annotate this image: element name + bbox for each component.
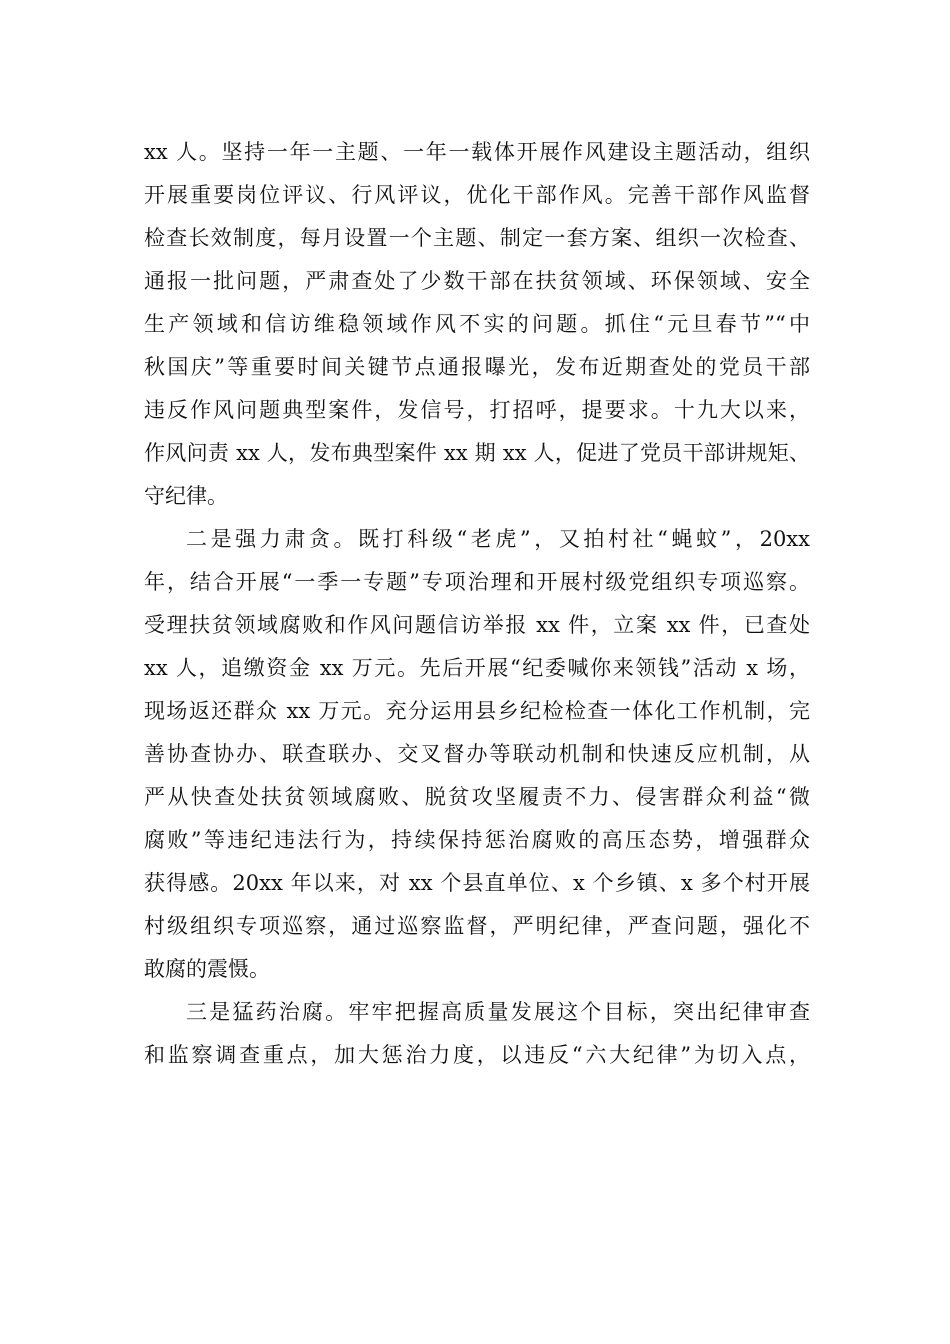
text-line: 年，结合开展“一季一专题”专项治理和开展村级党组织专项巡察。 (144, 570, 810, 594)
text-line: 严从快查处扶贫领域腐败、脱贫攻坚履责不力、侵害群众利益“微 (144, 785, 810, 809)
text-line: 检查长效制度，每月设置一个主题、制定一套方案、组织一次检查、 (144, 226, 810, 250)
text-line: 二是强力肃贪。既打科级“老虎”，又拍村社“蝇蚊”，20xx (186, 527, 810, 551)
text-line: 村级组织专项巡察，通过巡察监督，严明纪律，严查问题，强化不 (144, 914, 810, 938)
text-line: 获得感。20xx 年以来，对 xx 个县直单位、x 个乡镇、x 多个村开展 (144, 871, 810, 895)
text-line: 开展重要岗位评议、行风评议，优化干部作风。完善干部作风监督 (144, 183, 810, 207)
text-line: 守纪律。 (144, 484, 228, 508)
text-line: 敢腐的震慑。 (144, 957, 270, 981)
text-line: xx 人。坚持一年一主题、一年一载体开展作风建设主题活动，组织 (144, 140, 810, 164)
text-line: 通报一批问题，严肃查处了少数干部在扶贫领域、环保领域、安全 (144, 269, 810, 293)
text-line: xx 人，追缴资金 xx 万元。先后开展“纪委喊你来领钱”活动 x 场， (144, 656, 810, 680)
text-line: 作风问责 xx 人，发布典型案件 xx 期 xx 人，促进了党员干部讲规矩、 (144, 441, 810, 465)
text-line: 违反作风问题典型案件，发信号，打招呼，提要求。十九大以来， (144, 398, 810, 422)
document-body-text (144, 131, 810, 1077)
text-line: 生产领域和信访维稳领域作风不实的问题。抓住“元旦春节”“中 (144, 312, 810, 336)
text-line: 腐败”等违纪违法行为，持续保持惩治腐败的高压态势，增强群众 (144, 828, 810, 852)
text-line: 三是猛药治腐。牢牢把握高质量发展这个目标，突出纪律审查 (186, 1000, 810, 1024)
text-line: 善协查协办、联查联办、交叉督办等联动机制和快速反应机制，从 (144, 742, 810, 766)
text-line: 现场返还群众 xx 万元。充分运用县乡纪检检查一体化工作机制，完 (144, 699, 810, 723)
text-line: 受理扶贫领域腐败和作风问题信访举报 xx 件，立案 xx 件，已查处 (144, 613, 810, 637)
text-line: 秋国庆”等重要时间关键节点通报曝光，发布近期查处的党员干部 (144, 355, 810, 379)
text-line: 和监察调查重点，加大惩治力度，以违反“六大纪律”为切入点， (144, 1043, 810, 1067)
